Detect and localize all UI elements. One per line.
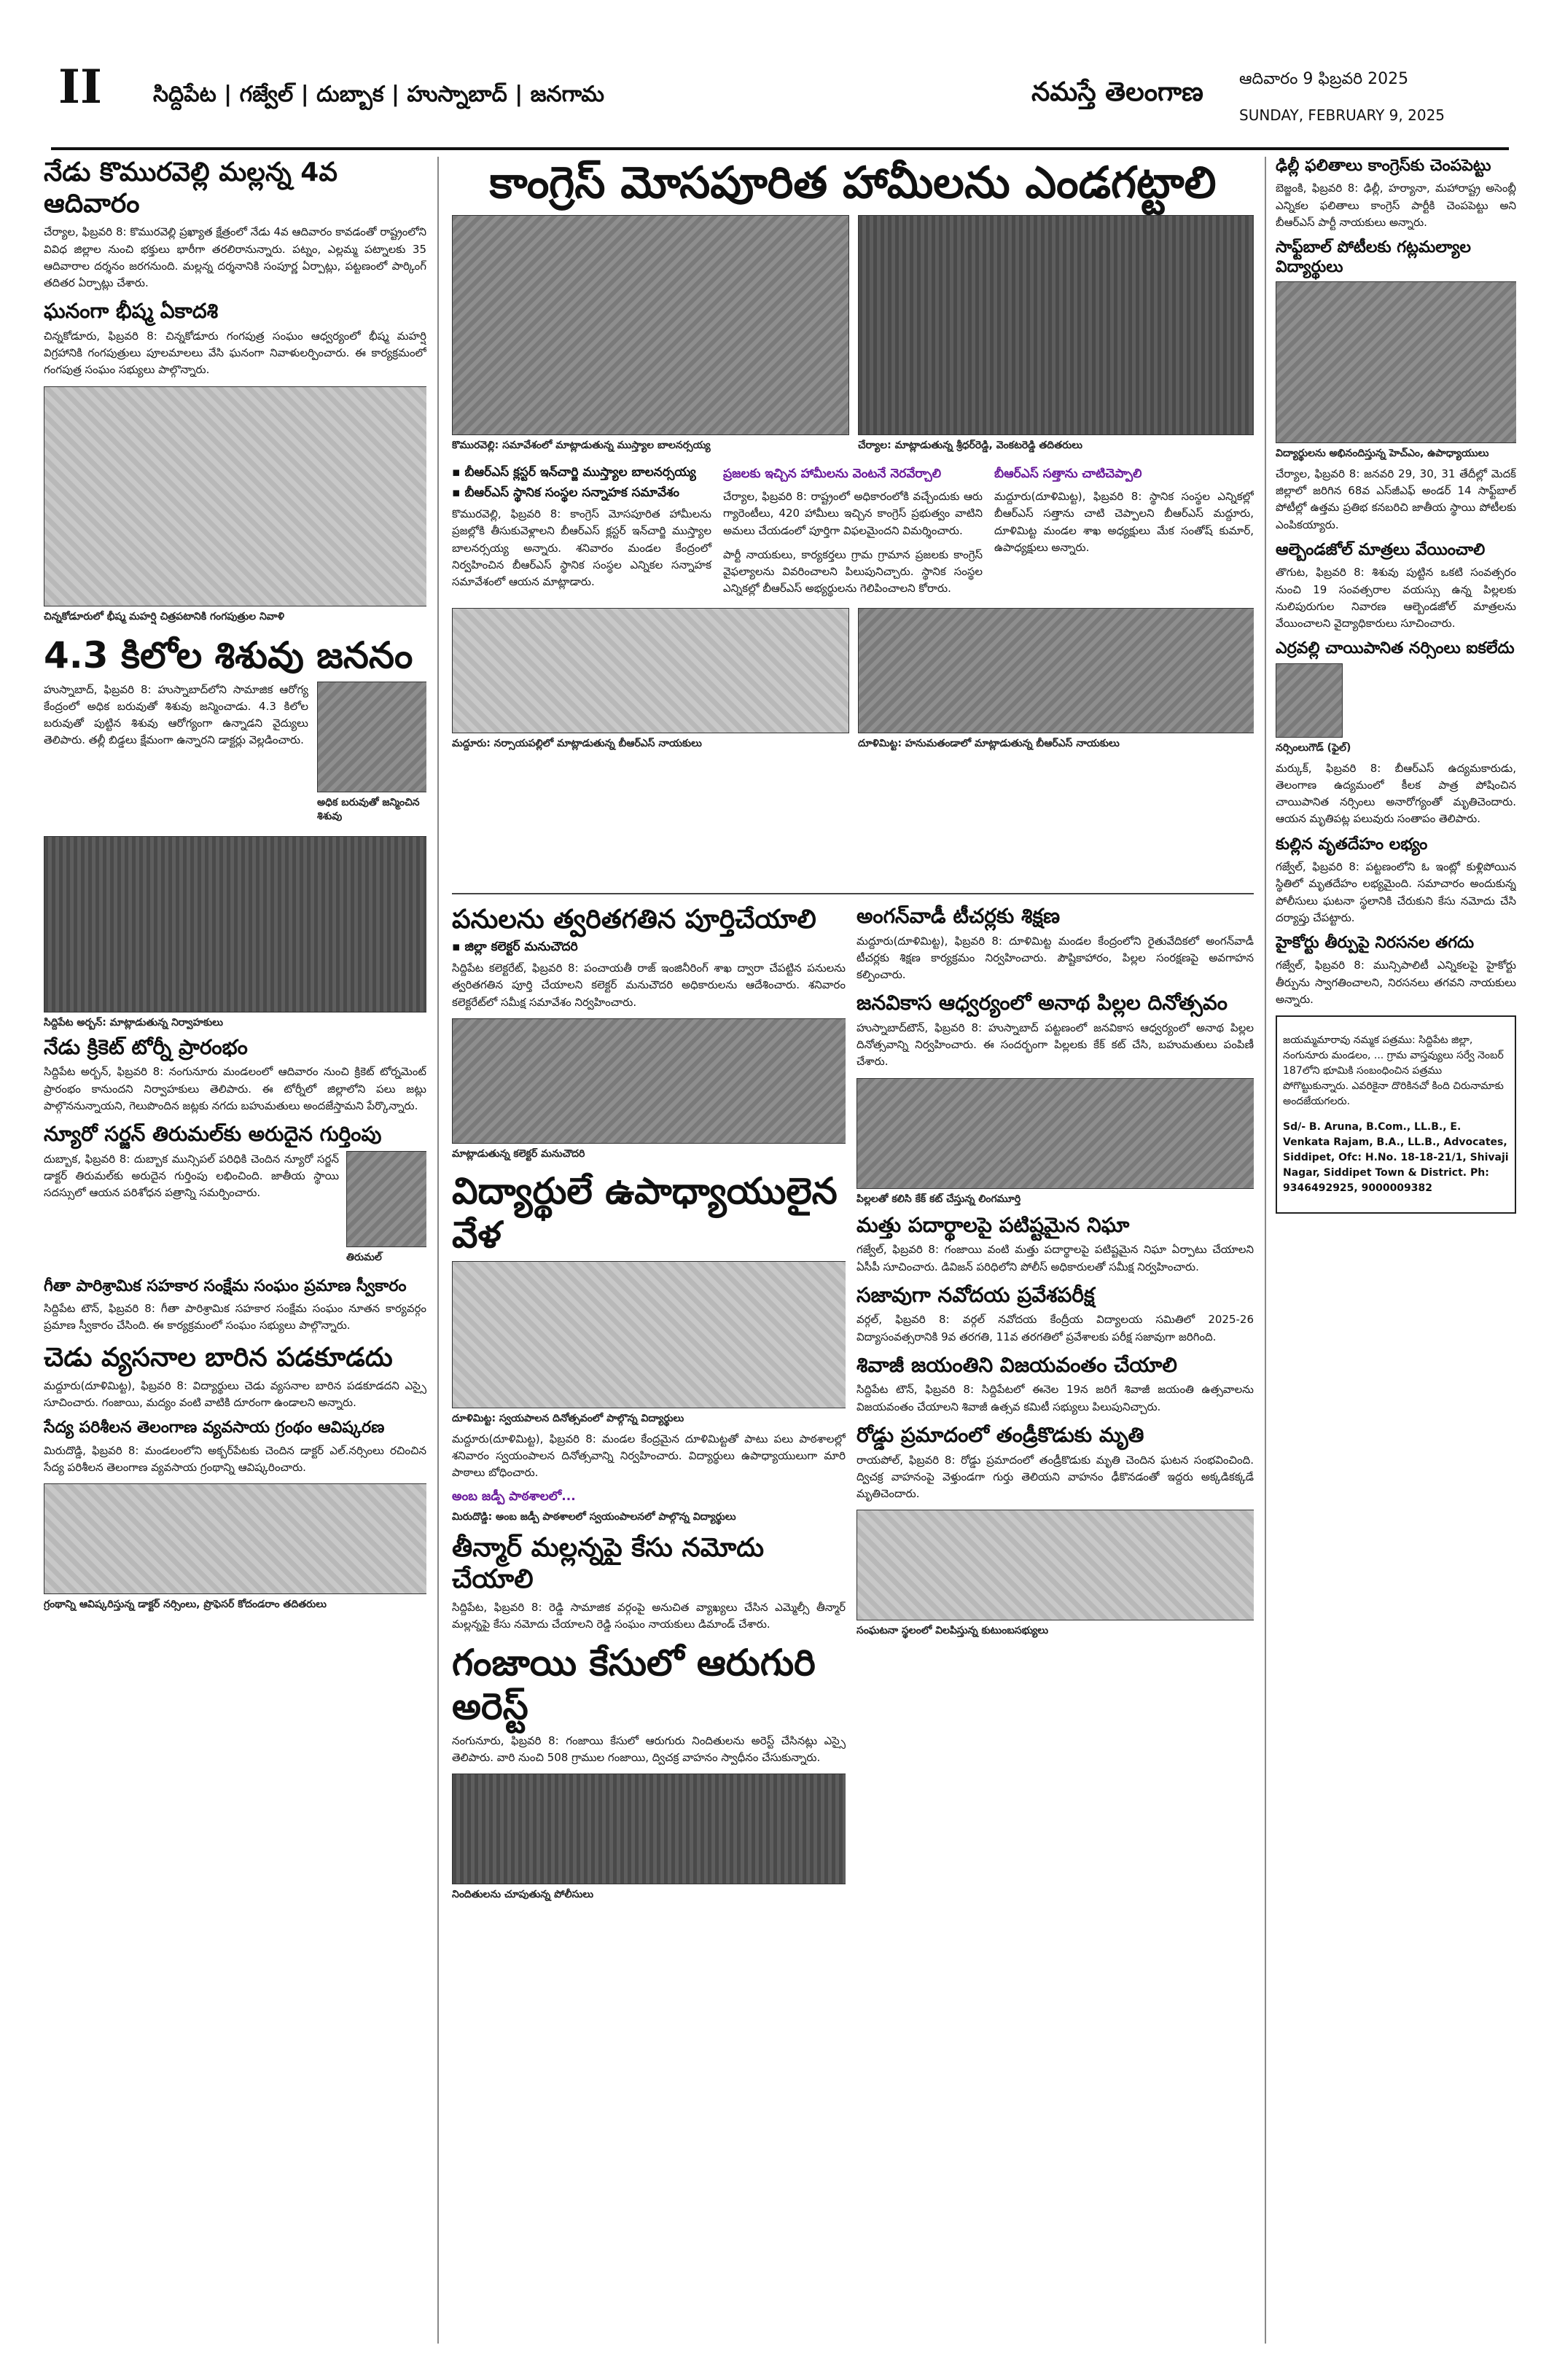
column-rule [1265, 157, 1266, 2344]
headline: న్యూరో సర్జన్ తిరుమల్‌కు అరుదైన గుర్తింపు [44, 1122, 382, 1147]
headline: జనవికాస ఆధ్వర్యంలో అనాథ పిల్లల దినోత్సవం [856, 991, 1228, 1015]
article-highcourt [1276, 934, 1516, 1008]
article-photo [856, 1510, 1254, 1620]
article-photo [452, 1774, 846, 1884]
page-number: II [58, 60, 102, 114]
headline: 4.3 కిలోల శిశువు జననం [44, 633, 413, 676]
headline: సజావుగా నవోదయ ప్రవేశపరీక్ష [856, 1282, 1095, 1307]
photo-caption: గ్రంథాన్ని ఆవిష్కరిస్తున్న డాక్టర్ నర్సింలు, ప్రొఫెసర్ కోదండరాం తదితరులు [44, 1599, 327, 1611]
edition-label: సిద్దిపేట | గజ్వేల్ | దుబ్బాక | హుస్నాబాద్ | జనగామ [153, 82, 605, 107]
article-deadbody [1276, 835, 1516, 926]
article-teenmar [452, 1532, 846, 1634]
article-anganwadi [856, 904, 1254, 983]
article-ganja [452, 1641, 846, 1903]
headline: గీతా పారిశ్రామిక సహకార సంక్షేమ సంఘం ప్రమాణ స్వీకారం [44, 1276, 407, 1295]
date-english: SUNDAY, FEBRUARY 9, 2025 [1239, 106, 1445, 124]
photo-caption: దూళిమిట్ట: స్వయపాలన దినోత్సవంలో పాల్గొన్న విద్యార్థులు [452, 1412, 684, 1424]
headline: రోడ్డు ప్రమాదంలో తండ్రీకొడుకు మృతి [856, 1422, 1144, 1447]
headline: చెడు వ్యసనాల బారిన పడకూడదు [44, 1342, 393, 1373]
headline: ఎర్రవల్లి చాయిపానిత నర్సింలు ఐకలేదు [1276, 639, 1515, 658]
legal-notice [1276, 1015, 1516, 1214]
photo-caption: మాట్లాడుతున్న కలెక్టర్ మనుచౌదరి [452, 1147, 585, 1160]
center-left-column [452, 904, 846, 2344]
headline: ఘనంగా భీష్మ ఏకాదశి [44, 299, 219, 324]
headline: ఆల్బెండజోల్ మాత్రలు వేయించాలి [1276, 540, 1486, 559]
article-body: చేర్యాల, ఫిబ్రవరి 8: కొమురవెల్లి ప్రఖ్యాత క్షేత్రంలో నేడు 4వ ఆదివారం కావడంతో రాష్ట్రంలోని వివిధ జిల్లాల నుంచి భక్తులు భారీగా తరలిరానున్నారు. పట్నం, ఎల్లమ్మ పట్నాలకు 35 ఆదివారాల దర్శనం జరగనుంది. మల్లన్న దర్శనానికి సంపూర్ణ ఏర్పాట్లు, పట్టణంలో పార్కింగ్ తదితర ఏర్పాట్లు చేశారు. [44, 225, 426, 290]
article-photo [858, 608, 1254, 733]
article-photo [44, 1483, 426, 1594]
article-body: మద్దూరు(దూళిమిట్ట), ఫిబ్రవరి 8: దూళిమిట్ట మండల కేంద్రంలోని రైతువేదికలో అంగన్‌వాడీ టీచర్లకు శిక్షణ కార్యక్రమం నిర్వహించారు. పౌష్టికాహారం, పిల్లల సంరక్షణపై అవగాహన కల్పించారు. [856, 934, 1254, 982]
headline: విద్యార్థులే ఉపాధ్యాయులైన వేళ [452, 1169, 838, 1256]
headline: శివాజీ జయంతిని విజయవంతం చేయాలి [856, 1352, 1177, 1377]
article-body: మర్కుక్, ఫిబ్రవరి 8: బీఆర్‌ఎస్ ఉద్యమకారుడు, తెలంగాణ ఉద్యమంలో కీలక పాత్ర పోషించిన చాయిపానిత నర్సింలు అనారోగ్యంతో మృతిచెందారు. ఆయన మృతిపట్ల పలువురు సంతాపం తెలిపారు. [1276, 761, 1516, 826]
headline: మత్తు పదార్థాలపై పటిష్టమైన నిఘా [856, 1212, 1130, 1237]
article-photo [452, 1261, 846, 1408]
article-body: మద్దూరు(దూళిమిట్ట), ఫిబ్రవరి 8: స్థానిక సంస్థల ఎన్నికల్లో బీఆర్‌ఎస్ సత్తాను చాటి చెప్పాలని బీఆర్‌ఎస్ మద్దూరు, దూళిమిట్ట మండల శాఖ అధ్యక్షులు మేక సంతోష్ కుమార్, ఉపాధ్యక్షులు అన్నారు. [994, 490, 1254, 554]
portrait-photo [1276, 663, 1343, 738]
article-body: సిద్దిపేట అర్బన్, ఫిబ్రవరి 8: నంగునూరు మండలంలో ఆదివారం నుంచి క్రికెట్ టోర్నమెంట్ ప్రారంభం కానుందని నిర్వాహకులు తెలిపారు. ఈ టోర్నీలో జిల్లాలోని పలు జట్లు పాల్గొననున్నాయని, గెలుపొందిన జట్లకు నగదు బహుమతులు అందజేస్తామని పేర్కొన్నారు. [44, 1065, 426, 1112]
article-body: హుస్నాబాద్, ఫిబ్రవరి 8: హుస్నాబాద్‌లోని సామాజిక ఆరోగ్య కేంద్రంలో అధిక బరువుతో శిశువు జన్మించాడు. 4.3 కిలోల బరువుతో పుట్టిన శిశువు ఆరోగ్యంగా ఉన్నాడని వైద్యులు తెలిపారు. తల్లీ బిడ్డలు క్షేమంగా ఉన్నారని డాక్టర్లు వెల్లడించారు. [44, 682, 308, 747]
article-body: తొగుట, ఫిబ్రవరి 8: శిశువు పుట్టిన ఒకటి సంవత్సరం నుంచి 19 సంవత్సరాల వయస్సు ఉన్న పిల్లలకు నులిపురుగుల నివారణ ఆల్బెండజోల్ మాత్రలను వేయించాలని వైద్యాధికారులు సూచించారు. [1276, 566, 1516, 631]
article-body: మిరుదొడ్డి, ఫిబ్రవరి 8: మండలంలోని అక్బర్‌పేటకు చెందిన డాక్టర్ ఎల్.నర్సింలు రచించిన సేద్య పరిశీలన తెలంగాణ వ్యవసాయ గ్రంథాన్ని ఆవిష్కరించారు. [44, 1443, 426, 1474]
article-body: బెజ్జంకి, ఫిబ్రవరి 8: ఢిల్లీ, హర్యానా, మహారాష్ట్ర అసెంబ్లీ ఎన్నికల ఫలితాలు కాంగ్రెస్ పార్టీకి చెంపపెట్టు అని బీఆర్‌ఎస్ పార్టీ నాయకులు అన్నారు. [1276, 182, 1516, 229]
article-body: చేర్యాల, ఫిబ్రవరి 8: జనవరి 29, 30, 31 తేదీల్లో మెదక్ జిల్లాలో జరిగిన 68వ ఎస్‌జీఎఫ్ అండర్ 14 సాఫ్ట్‌బాల్ పోటీల్లో ఉత్తమ ప్రతిభ కనబరిచి జాతీయ స్థాయి పోటీలకు ఎంపికయ్యారు. [1276, 467, 1516, 531]
article-body: గజ్వేల్, ఫిబ్రవరి 8: పట్టణంలోని ఓ ఇంట్లో కుళ్లిపోయిన స్థితిలో మృతదేహం లభ్యమైంది. సమాచారం అందుకున్న పోలీసులు ఘటనా స్థలానికి చేరుకుని కేసు నమోదు చేసి దర్యాప్తు చేపట్టారు. [1276, 860, 1516, 924]
photo-caption: నర్సింలుగౌడ్ (ఫైల్) [1276, 741, 1351, 754]
article-bullet: ▪ జిల్లా కలెక్టర్ మనుచౌదరి [452, 940, 846, 957]
headline: సేద్య పరిశీలన తెలంగాణ వ్యవసాయ గ్రంథం ఆవిష్కరణ [44, 1419, 385, 1437]
lead-photo-left [452, 215, 849, 435]
headline: కుల్లిన వృతదేహం లభ్యం [1276, 835, 1428, 854]
article-photo [452, 1018, 846, 1144]
headline: సాఫ్ట్‌బాల్ పోటీలకు గట్లమల్యాల విద్యార్థులు [1276, 238, 1472, 276]
right-column [1276, 157, 1516, 2351]
newspaper-brand: నమస్తే తెలంగాణ [1031, 77, 1203, 107]
article-geetha [44, 1277, 426, 1335]
photo-caption: పిల్లలతో కలిసి కేక్ కట్ చేస్తున్న లింగమూర్తి [856, 1193, 1021, 1205]
lead-subhead: బీఆర్‌ఎస్ సత్తాను చాటిచెప్పాలి [994, 467, 1142, 481]
photo-caption: విద్యార్థులను అభినందిస్తున్న హెచ్ఎం, ఉపాధ్యాయులు [1276, 447, 1489, 459]
date-telugu: ఆదివారం 9 ఫిబ్రవరి 2025 [1239, 70, 1409, 88]
article-mallanna [44, 157, 426, 292]
headline: అంగన్‌వాడీ టీచర్లకు శిక్షణ [856, 904, 1061, 928]
article-body: రాయపోల్, ఫిబ్రవరి 8: రోడ్డు ప్రమాదంలో తండ్రీకొడుకు మృతి చెందిన ఘటన సంభవించింది. ద్విచక్ర వాహనంపై వెళ్తుండగా గుర్తు తెలియని వాహనం ఢీకొనడంతో ఇద్దరు అక్కడికక్కడే మృతిచెందారు. [856, 1453, 1254, 1501]
photo-caption: మిరుదొడ్డి: అంబ జడ్పీ పాఠశాలలో స్వయంపాలనలో పాల్గొన్న విద్యార్థులు [452, 1510, 736, 1523]
column-rule [437, 157, 439, 2344]
headline: గంజాయి కేసులో ఆరుగురి అరెస్ట్ [452, 1641, 816, 1728]
article-body: సిద్దిపేట టౌన్, ఫిబ్రవరి 8: గీతా పారిశ్రామిక సహకార సంక్షేమ సంఘం నూతన కార్యవర్గం ప్రమాణ స్వీకారం చేసింది. ఈ కార్యక్రమంలో సంఘం సభ్యులు పాల్గొన్నారు. [44, 1302, 426, 1333]
article-subhead: అంబ జడ్పీ పాఠశాలలో... [452, 1489, 576, 1504]
lead-photo-right [858, 215, 1254, 435]
photo-caption: నిందితులను చూపుతున్న పోలీసులు [452, 1889, 594, 1901]
article-body: హుస్నాబాద్‌టౌన్, ఫిబ్రవరి 8: హుస్నాబాద్ పట్టణంలో జనవికాస ఆధ్వర్యంలో అనాథ పిల్లల దినోత్సవాన్ని నిర్వహించారు. ఈ సందర్భంగా పిల్లలకు కేక్ కట్ చేసి, బహుమతులు పంపిణీ చేశారు. [856, 1021, 1254, 1069]
article-body: చేర్యాల, ఫిబ్రవరి 8: రాష్ట్రంలో అధికారంలోకి వచ్చేందుకు ఆరు గ్యారెంటీలు, 420 హామీలు ఇచ్చిన కాంగ్రెస్ ప్రభుత్వం వాటిని అమలు చేయడంలో పూర్తిగా విఫలమైందని విమర్శించారు. [723, 490, 983, 537]
lead-bullet: ▪ బీఆర్‌ఎస్ క్లస్టర్ ఇన్‌చార్జి ముస్త్యాల బాలనర్సయ్య [452, 465, 711, 483]
article-cricket [44, 836, 426, 1115]
article-shivaji [856, 1353, 1254, 1416]
photo-caption: తిరుమల్ [346, 1251, 382, 1263]
article-drugs [856, 1213, 1254, 1276]
article-photo [1276, 281, 1516, 443]
headline: తీన్మార్ మల్లన్నపై కేసు నమోదు చేయాలి [452, 1532, 765, 1594]
article-neuro [44, 1122, 426, 1270]
article-body: వర్గల్, ఫిబ్రవరి 8: వర్గల్ నవోదయ కేంద్రీయ విద్యాలయ సమితిలో 2025-26 విద్యాసంవత్సరానికి 9వ తరగతి, 11వ తరగతిలో ప్రవేశాలకు పరీక్ష సజావుగా జరిగింది. [856, 1313, 1254, 1343]
article-narsimlu [1276, 639, 1516, 827]
headline: ఢిల్లీ ఫలితాలు కాంగ్రెస్‌కు చెంపపెట్టు [1276, 157, 1491, 175]
lead-bullet: ▪ బీఆర్‌ఎస్ స్థానిక సంస్థల సన్నాహక సమావేశం [452, 485, 711, 503]
left-column [44, 157, 426, 2351]
headline: హైకోర్టు తీర్పుపై నిరసనల తగదు [1276, 934, 1475, 953]
article-photo [44, 836, 426, 1013]
article-body: సిద్దిపేట టౌన్, ఫిబ్రవరి 8: సిద్దిపేటలో ఈనెల 19న జరిగే శివాజీ జయంతి ఉత్సవాలను విజయవంతం చేయాలని శివాజీ ఉత్సవ కమిటీ సభ్యులు పిలుపునిచ్చారు. [856, 1383, 1254, 1413]
headline: నేడు క్రికెట్ టోర్నీ ప్రారంభం [44, 1034, 248, 1059]
photo-caption: చిన్నకోడూరులో భీష్మ మహర్షి చిత్రపటానికి గంగపుత్రుల నివాళి [44, 610, 285, 623]
article-bhishma [44, 299, 426, 624]
center-right-column [856, 904, 1254, 2344]
article-body: గజ్వేల్, ఫిబ్రవరి 8: గంజాయి వంటి మత్తు పదార్థాలపై పటిష్టమైన నిఘా ఏర్పాటు చేయాలని ఏసీపీ సూచించారు. డివిజన్ పరిధిలోని పోలీస్ అధికారులతో సమీక్ష నిర్వహించారు. [856, 1243, 1254, 1273]
article-photo [317, 682, 426, 792]
article-addiction [44, 1342, 426, 1412]
article-softball [1276, 238, 1516, 534]
article-body: చిన్నకోడూరు, ఫిబ్రవరి 8: చిన్నకోడూరు గంగపుత్ర సంఘం ఆధ్వర్యంలో భీష్మ మహర్షి విగ్రహానికి గంగపుత్రులు పూలమాలలు వేసి ఘనంగా నివాళులర్పించారు. ఈ కార్యక్రమంలో గంగపుత్ర సంఘం సభ్యులు పాల్గొన్నారు. [44, 329, 426, 377]
article-body: పార్టీ నాయకులు, కార్యకర్తలు గ్రామ గ్రామాన ప్రజలకు కాంగ్రెస్ వైఫల్యాలను వివరించాలని పిలుపునిచ్చారు. స్థానిక సంస్థల ఎన్నికల్లో బీఆర్‌ఎస్ అభ్యర్థులను గెలిపించాలని కోరారు. [723, 547, 983, 596]
photo-caption: దూళిమిట్ట: హనుమతండాలో మాట్లాడుతున్న బీఆర్‌ఎస్ నాయకులు [858, 737, 1120, 749]
article-book [44, 1419, 426, 1612]
article-body: నంగునూరు, ఫిబ్రవరి 8: గంజాయి కేసులో ఆరుగురు నిందితులను అరెస్ట్ చేసినట్లు ఎస్సై తెలిపారు. వారి నుంచి 508 గ్రాముల గంజాయి, ద్విచక్ర వాహనం స్వాధీనం చేసుకున్నారు. [452, 1733, 846, 1764]
article-navodaya [856, 1283, 1254, 1346]
article-delhi [1276, 157, 1516, 231]
article-photo [452, 608, 849, 733]
article-students-teachers [452, 1169, 846, 1525]
article-body: సిద్దిపేట కలెక్టరేట్, ఫిబ్రవరి 8: పంచాయతీ రాజ్ ఇంజినీరింగ్ శాఖ ద్వారా చేపట్టిన పనులను త్వరితగతిన పూర్తి చేయాలని కలెక్టర్ మనుచౌదరి అధికారులను ఆదేశించారు. శనివారం కలెక్టరేట్‌లో సమీక్ష సమావేశం నిర్వహించారు. [452, 961, 846, 1009]
photo-caption: సిద్దిపేట అర్బన్: మాట్లాడుతున్న నిర్వాహకులు [44, 1016, 223, 1029]
headline: నేడు కొమురవెల్లి మల్లన్న 4వ ఆదివారం [44, 157, 337, 219]
article-baby [44, 633, 426, 829]
article-body: గజ్వేల్, ఫిబ్రవరి 8: మున్సిపాలిటీ ఎన్నికలపై హైకోర్టు తీర్పును స్వాగతించాలని, నిరసనలు తగవని నాయకులు అన్నారు. [1276, 959, 1516, 1006]
article-orphans [856, 991, 1254, 1206]
lead-story [452, 157, 1254, 886]
article-body: మద్దూరు(దూళిమిట్ట), ఫిబ్రవరి 8: మండల కేంద్రమైన దూళిమిట్టతో పాటు పలు పాఠశాలల్లో శనివారం స్వయంపాలన దినోత్సవాన్ని నిర్వహించారు. విద్యార్థులు ఉపాధ్యాయులుగా మారి పాఠాలు బోధించారు. [452, 1432, 846, 1480]
article-body: సిద్దిపేట, ఫిబ్రవరి 8: రెడ్డి సామాజిక వర్గంపై అనుచిత వ్యాఖ్యలు చేసిన ఎమ్మెల్సీ తీన్మార్ మల్లన్నపై కేసు నమోదు చేయాలని రెడ్డి సంఘం నాయకులు డిమాండ్ చేశారు. [452, 1601, 846, 1631]
article-albendazole [1276, 541, 1516, 632]
photo-caption: మద్దూరు: నర్సాయపల్లిలో మాట్లాడుతున్న బీఆర్‌ఎస్ నాయకులు [452, 737, 702, 749]
legal-notice-text: జయమ్మమారావు నమ్మక పత్రము: సిద్దిపేట జిల్లా, నంగునూరు మండలం, ... గ్రామ వాస్తవ్యులు సర్వే నెంబర్ 187లోని భూమికి సంబంధించిన పత్రము పోగొట్టుకున్నారు. ఎవరికైనా దొరికినచో కింది చిరునామాకు అందజేయగలరు. [1283, 1034, 1504, 1108]
photo-caption: సంఘటనా స్థలంలో విలపిస్తున్న కుటుంబసభ్యులు [856, 1625, 1049, 1637]
lead-subhead: ప్రజలకు ఇచ్చిన హామీలను వెంటనే నెరవేర్చాలి [723, 467, 942, 481]
portrait-photo [346, 1151, 426, 1247]
advocate-details: Sd/- B. Aruna, B.Com., LL.B., E. Venkata Rajam, B.A., LL.B., Advocates, Siddipet, Ofc: H.No. 18-18-21/1, Shivaji Nagar, Siddipet Town & District. Ph: 9346492925, 9000009382 [1283, 1121, 1509, 1195]
article-collector [452, 904, 846, 1162]
lead-headline: కాంగ్రెస్ మోసపూరిత హామీలను ఎండగట్టాలి [489, 157, 1217, 208]
article-accident [856, 1423, 1254, 1639]
article-body: కొమురవెల్లి, ఫిబ్రవరి 8: కాంగ్రెస్ మోసపూరిత హామీలను ప్రజల్లోకి తీసుకువెళ్లాలని బీఆర్‌ఎస్ క్లస్టర్ ఇన్‌చార్జి ముస్త్యాల బాలనర్సయ్య అన్నారు. శనివారం మండల కేంద్రంలో నిర్వహించిన బీఆర్‌ఎస్ స్థానిక సంస్థల ఎన్నికల సన్నాహక సమావేశంలో ఆయన మాట్లాడారు. [452, 507, 711, 588]
headline: పనులను త్వరితగతిన పూర్తిచేయాలి [452, 905, 816, 935]
article-body: మద్దూరు(దూళిమిట్ట), ఫిబ్రవరి 8: విద్యార్థులు చెడు వ్యసనాల బారిన పడకూడదని ఎస్సై సూచించారు. గంజాయి, మద్యం వంటి వాటికి దూరంగా ఉండాలని అన్నారు. [44, 1378, 426, 1409]
photo-caption: అధిక బరువుతో జన్మించిన శిశువు [317, 796, 420, 822]
section-rule [452, 893, 1254, 894]
article-photo [856, 1078, 1254, 1189]
article-photo [44, 386, 426, 606]
photo-caption: చేర్యాల: మాట్లాడుతున్న శ్రీధర్‌రెడ్డి, వెంకటరెడ్డి తదితరులు [858, 440, 1083, 451]
masthead [51, 60, 1509, 150]
article-body: దుబ్బాక, ఫిబ్రవరి 8: దుబ్బాక మున్సిపల్ పరిధికి చెందిన న్యూరో సర్జన్ డాక్టర్ తిరుమల్‌కు అరుదైన గుర్తింపు లభించింది. జాతీయ స్థాయి సదస్సులో ఆయన పరిశోధన పత్రాన్ని సమర్పించారు. [44, 1152, 339, 1200]
photo-caption: కొమురవెల్లి: సమావేశంలో మాట్లాడుతున్న ముస్త్యాల బాలనర్సయ్య [452, 440, 711, 451]
